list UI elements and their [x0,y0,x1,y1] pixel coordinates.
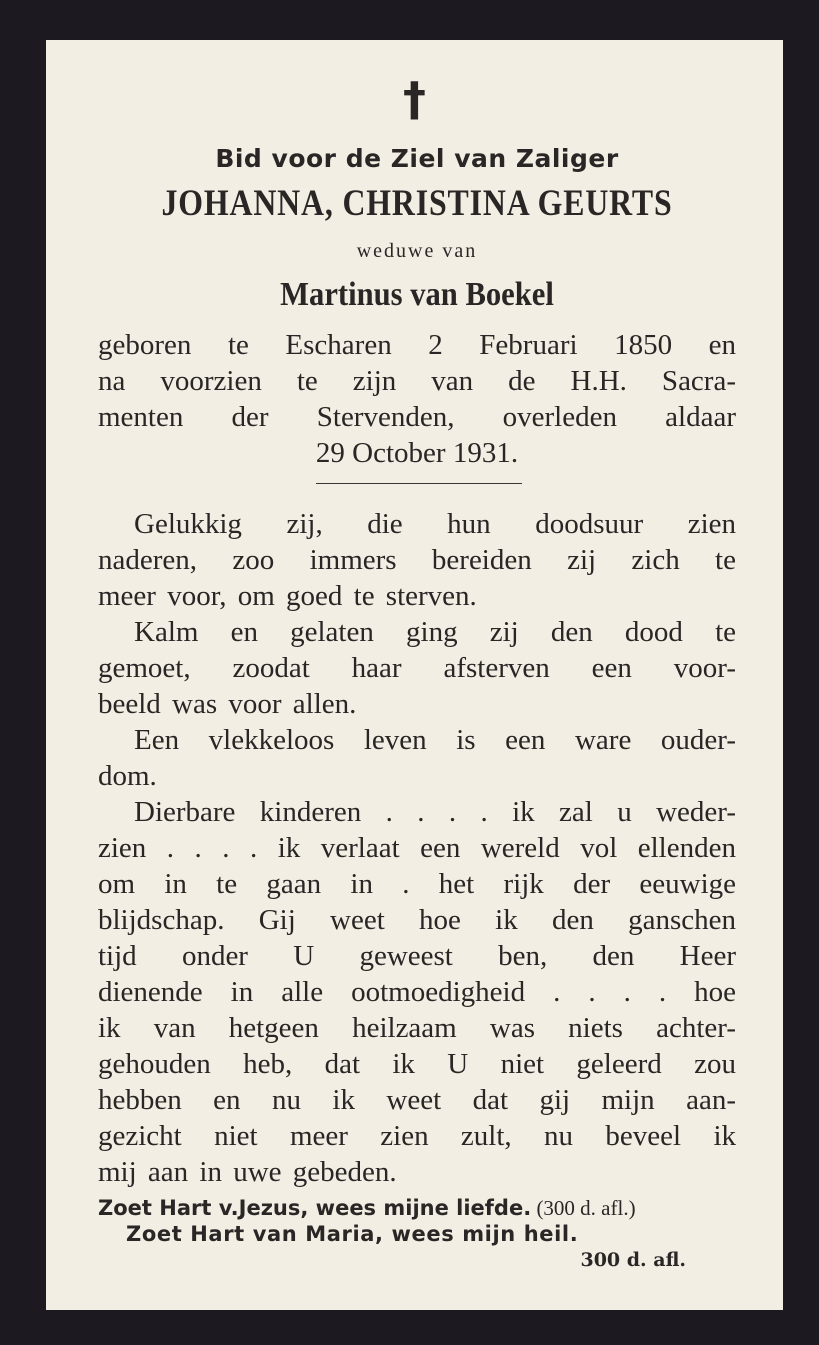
closing-prayer-1 [98,1194,736,1222]
divider [316,483,522,484]
body-line: ik van hetgeen heilzaam was niets achter- [98,1012,736,1044]
bio-line: menten der Stervenden, overleden aldaar [98,401,736,433]
death-date: 29 October 1931. [315,437,519,469]
body-line: mij aan in uwe gebeden. [98,1156,397,1188]
indulgence-1: (300 d. afl.) [536,1196,636,1220]
indulgence-2: 300 d. afl. [580,1249,686,1271]
deceased-name: JOHANNA, CHRISTINA GEURTS [161,183,673,224]
body-line: dom. [98,760,157,792]
bio-line: geboren te Escharen 2 Februari 1850 en [98,329,736,361]
body-line: hebben en nu ik weet dat gij mijn aan- [98,1084,736,1116]
bio-line: na voorzien te zijn van de H.H. Sacra- [98,365,736,397]
body-line: gehouden heb, dat ik U niet geleerd zou [98,1048,736,1080]
spouse-name: Martinus van Boekel [280,276,554,313]
body-line: beeld was voor allen. [98,688,357,720]
cross-icon: † [403,72,426,126]
body-line: dienende in alle ootmoedigheid . . . . hoe [98,976,736,1008]
body-line: blijdschap. Gij weet hoe ik den ganschen [98,904,736,936]
body-line: gezicht niet meer zien zult, nu beveel ik [98,1120,736,1152]
body-line: om in te gaan in . het rijk der eeuwige [98,868,736,900]
body-line: meer voor, om goed te sterven. [98,580,477,612]
body-line: gemoet, zoodat haar afsterven een voor- [98,652,736,684]
body-line: zien . . . . ik verlaat een wereld vol ellenden [98,832,736,864]
body-line: Een vlekkeloos leven is een ware ouder- [134,724,736,756]
body-line: Gelukkig zij, die hun doodsuur zien [134,508,736,540]
body-line: naderen, zoo immers bereiden zij zich te [98,544,736,576]
prayer-maria: Zoet Hart van Maria, wees mijn heil. [126,1222,579,1246]
card-paper [46,40,783,1310]
prayer-jezus: Zoet Hart v.Jezus, wees mijne liefde. [98,1196,532,1220]
prayer-heading: Bid voor de Ziel van Zaliger [215,144,619,173]
body-line: Dierbare kinderen . . . . ik zal u weder- [134,796,736,828]
body-line: Kalm en gelaten ging zij den dood te [134,616,736,648]
body-line: tijd onder U geweest ben, den Heer [98,940,736,972]
relation-label: weduwe van [356,240,478,262]
